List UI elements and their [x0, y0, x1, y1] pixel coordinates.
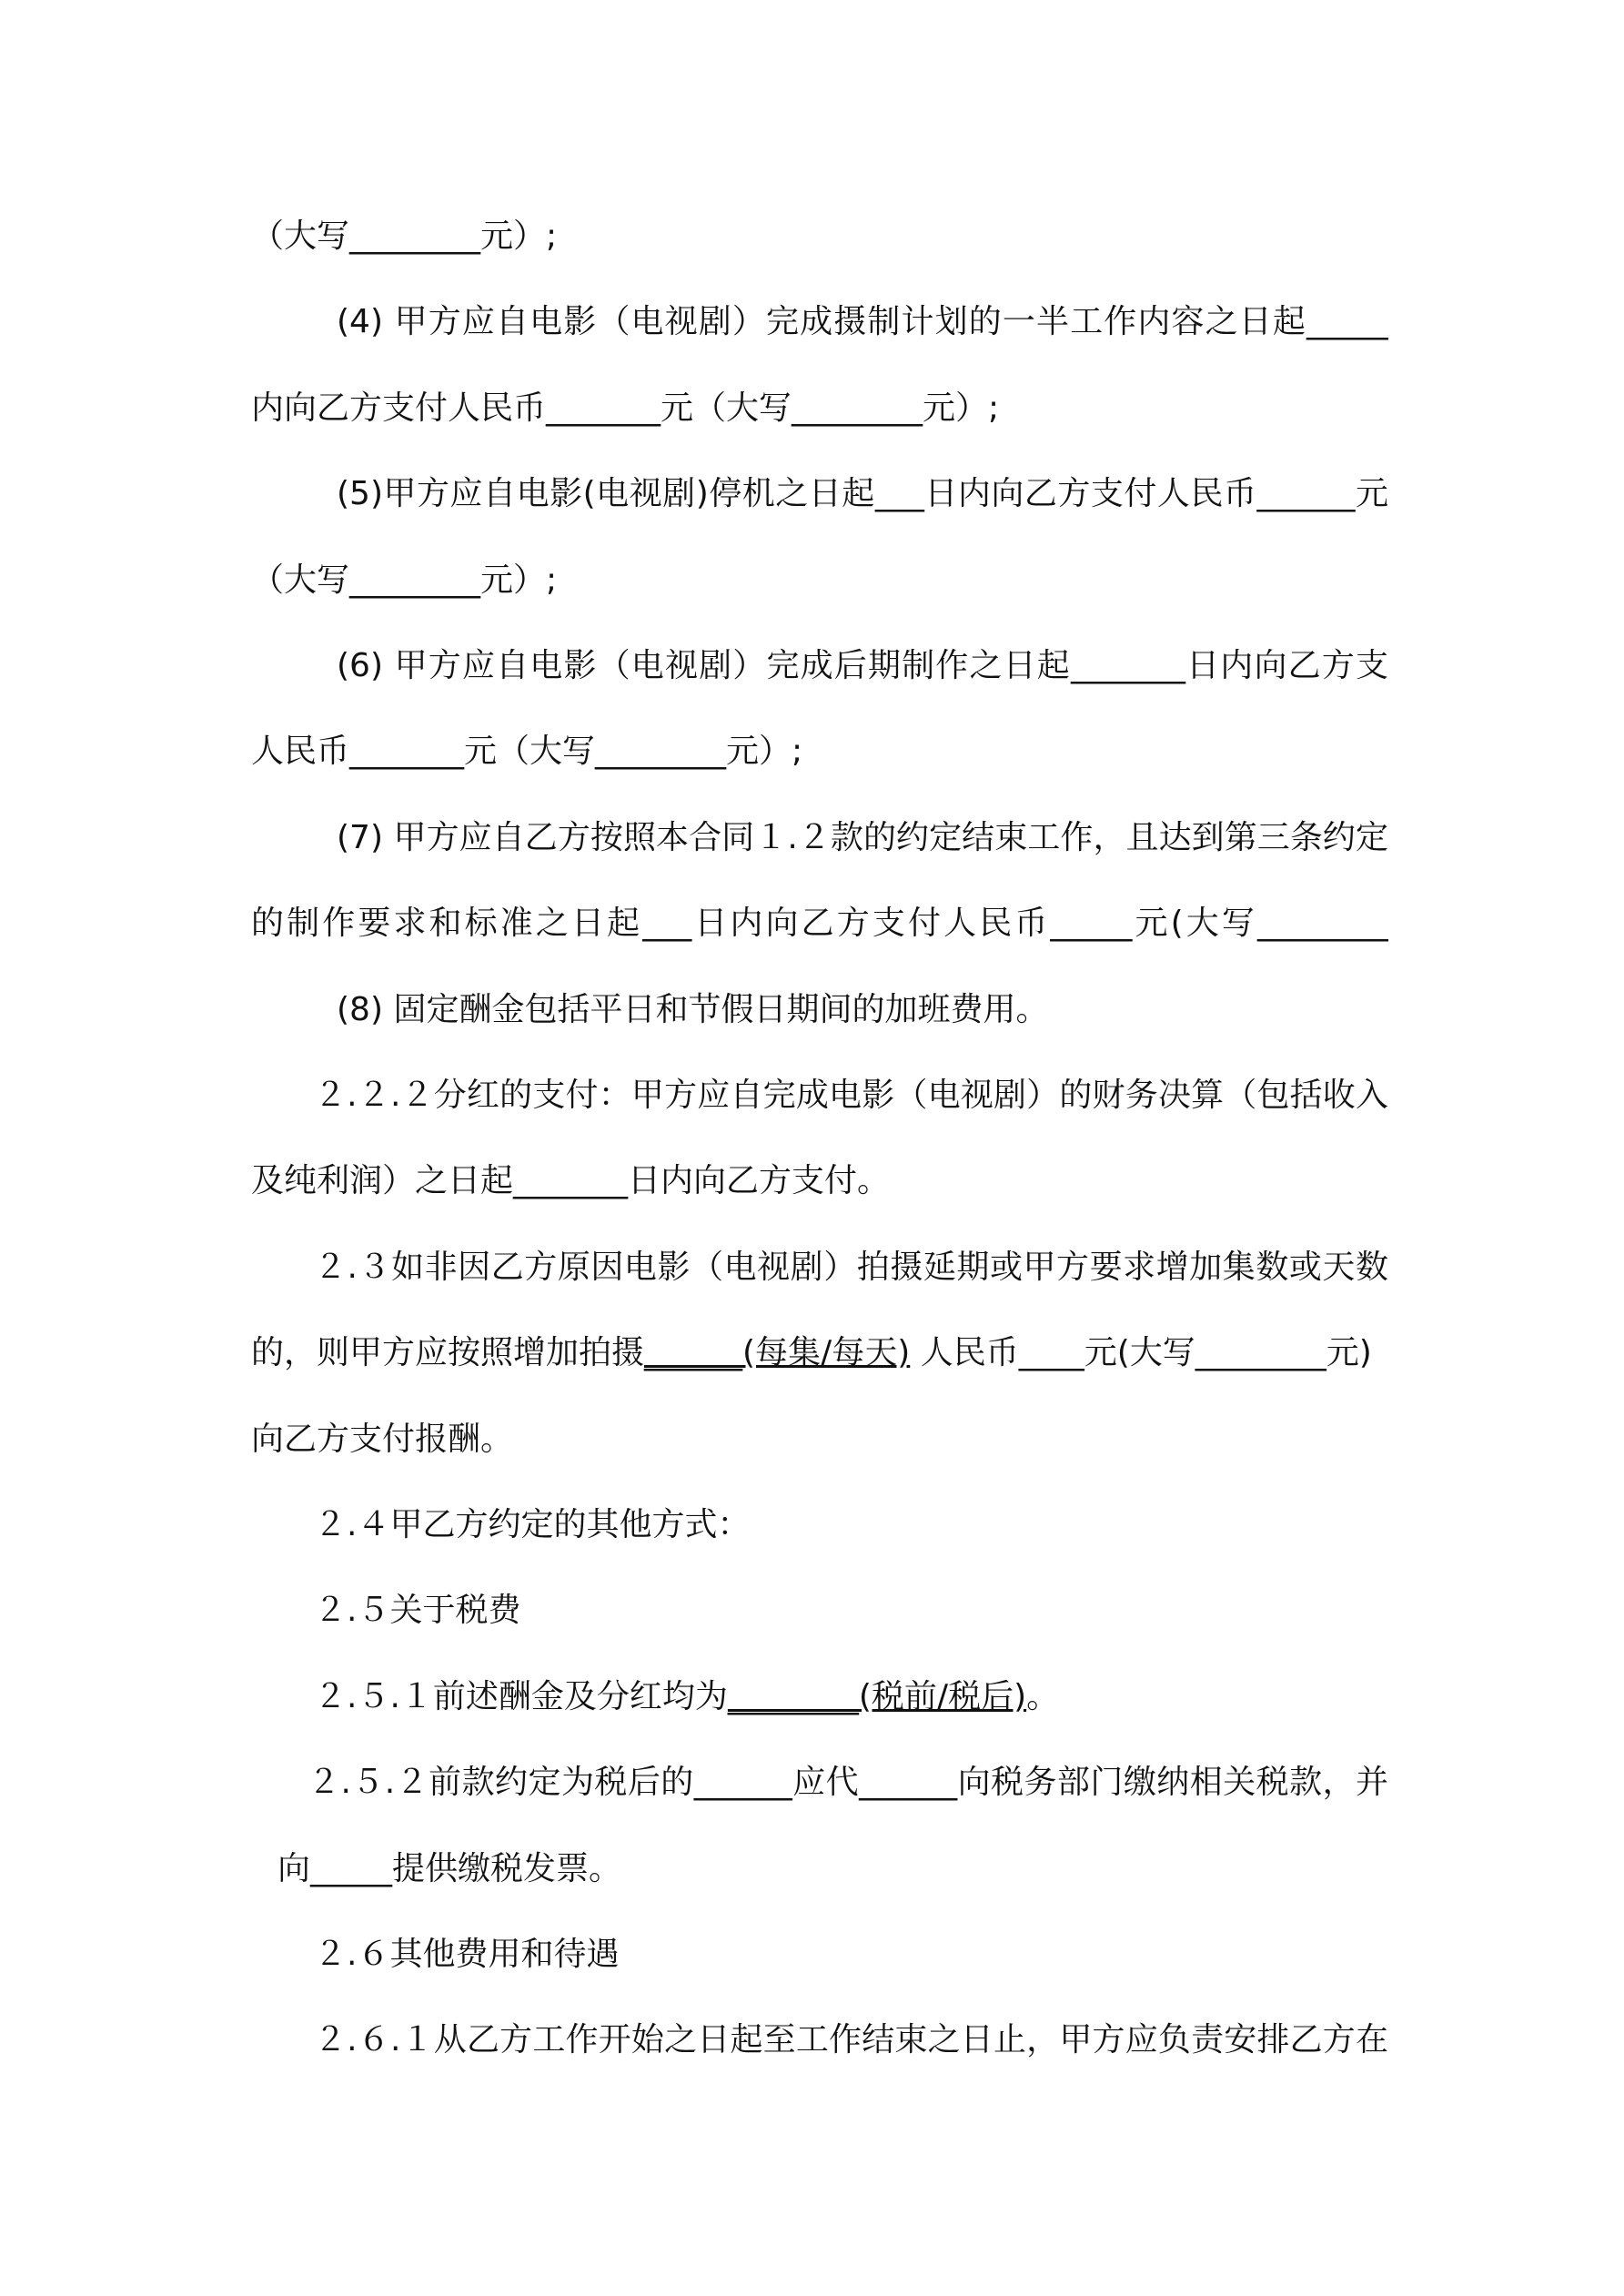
text-line: [314, 1654, 1388, 1740]
text-line: [314, 1225, 1388, 1310]
text-segment: 内向乙方支付人民币_______元（大写________元）;: [251, 389, 1000, 427]
text-line: [251, 1138, 1388, 1224]
text-segment: 人民币_______元（大写________元）;: [251, 733, 803, 771]
text-line: [251, 194, 1388, 279]
text-segment: (7) 甲方应自乙方按照本合同１.２款的约定结束工作，且达到第三条约定: [337, 818, 1388, 856]
text-line: [314, 1482, 1388, 1568]
text-segment: (5)甲方应自电影(电视剧)停机之日起___日内向乙方支付人民币______元: [337, 475, 1388, 513]
text-line: [251, 1310, 1388, 1396]
text-line: [251, 881, 1388, 966]
text-line: [314, 1568, 1388, 1654]
text-segment: 的，则甲方应按照增加拍摄: [251, 1334, 645, 1372]
text-line: [251, 709, 1388, 794]
text-segment: ２.４甲乙方约定的其他方式：: [314, 1506, 751, 1543]
text-segment: 的制作要求和标准之日起___日内向乙方支付人民币_____元(大写________: [251, 905, 1388, 943]
text-line: [251, 1397, 1388, 1482]
text-segment: (6) 甲方应自电影（电视剧）完成后期制作之日起_______日内向乙方支: [337, 647, 1388, 684]
text-segment: 向乙方支付报酬。: [251, 1420, 514, 1458]
text-line: [314, 1912, 1388, 1998]
text-line: [337, 451, 1388, 537]
text-segment: ２.６.１从乙方工作开始之日起至工作结束之日止，甲方应负责安排乙方在: [314, 2021, 1388, 2059]
text-segment: (8) 固定酬金包括平日和节假日期间的加班费用。: [337, 990, 1049, 1028]
text-segment: ２.６其他费用和待遇: [314, 1936, 620, 1973]
text-line: [308, 1740, 1388, 1826]
text-line: [277, 1826, 1388, 1912]
underlined-field: ______(每集/每天): [644, 1334, 911, 1372]
text-line: [337, 279, 1388, 365]
text-segment: （大写________元）;: [251, 217, 558, 255]
text-segment: ２.５.２前款约定为税后的______应代______向税务部门缴纳相关税款，并: [308, 1764, 1388, 1802]
text-segment: ２.５关于税费: [314, 1592, 521, 1630]
underlined-field: ________(税前/税后): [727, 1677, 1027, 1715]
text-segment: ２.３如非因乙方原因电影（电视剧）拍摄延期或甲方要求增加集数或天数: [314, 1248, 1388, 1286]
text-line: [337, 795, 1388, 881]
text-segment: 人民币____元(大写________元): [910, 1334, 1372, 1372]
text-line: [251, 538, 1388, 623]
text-segment: 及纯利润）之日起_______日内向乙方支付。: [251, 1162, 891, 1200]
text-line: [337, 623, 1388, 709]
text-line: [314, 1053, 1388, 1138]
text-segment: （大写________元）;: [251, 561, 558, 599]
text-segment: 。: [1026, 1677, 1060, 1715]
text-line: [251, 366, 1388, 451]
text-line: [314, 1998, 1388, 2083]
text-segment: ２.２.２分红的支付：甲方应自完成电影（电视剧）的财务决算（包括收入: [314, 1077, 1388, 1114]
text-segment: (4) 甲方应自电影（电视剧）完成摄制计划的一半工作内容之日起_____: [337, 303, 1388, 341]
text-line: [337, 967, 1388, 1053]
text-segment: ２.５.１前述酬金及分红均为: [314, 1677, 728, 1715]
text-segment: 向_____提供缴税发票。: [277, 1849, 622, 1887]
